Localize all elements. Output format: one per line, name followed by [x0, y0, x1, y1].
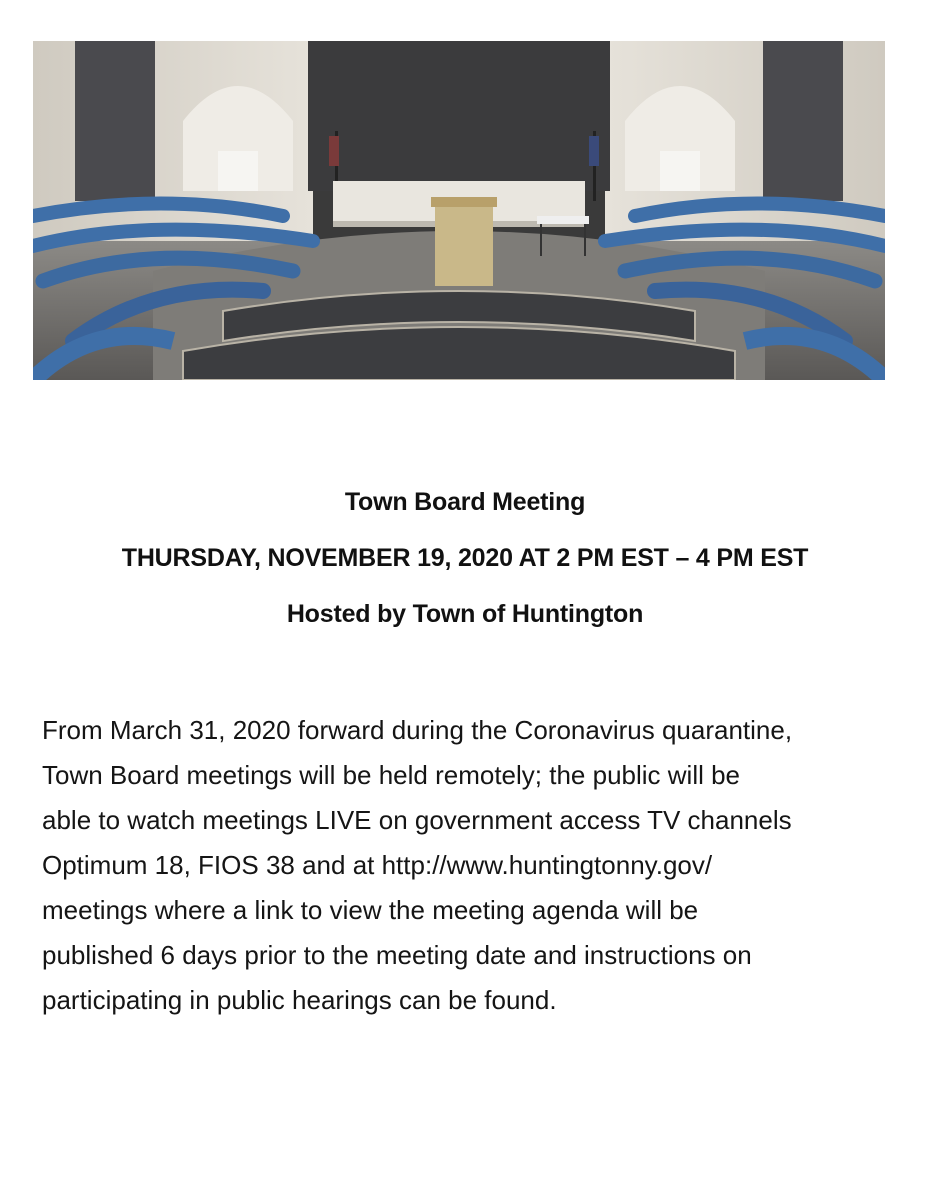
event-datetime: THURSDAY, NOVEMBER 19, 2020 AT 2 PM EST – 4 PM EST — [121, 544, 809, 572]
auditorium-photo — [33, 41, 885, 380]
auditorium-illustration — [33, 41, 885, 380]
notice-body: From March 31, 2020 forward during the Coronavirus quarantine, Town Board meetings will be held remotely; the public will be able to watch meetings LIVE on government access TV channels Optimum 18, FIOS 38 and at http://www.huntingtonny.gov/ meetings where a link to view the meeting agenda will be published 6 days prior to the meeting date and instructions on participating in public hearings can be found. — [42, 715, 793, 1015]
event-title: Town Board Meeting — [344, 488, 586, 516]
event-heading — [0, 488, 930, 656]
event-host: Hosted by Town of Huntington — [286, 600, 644, 628]
